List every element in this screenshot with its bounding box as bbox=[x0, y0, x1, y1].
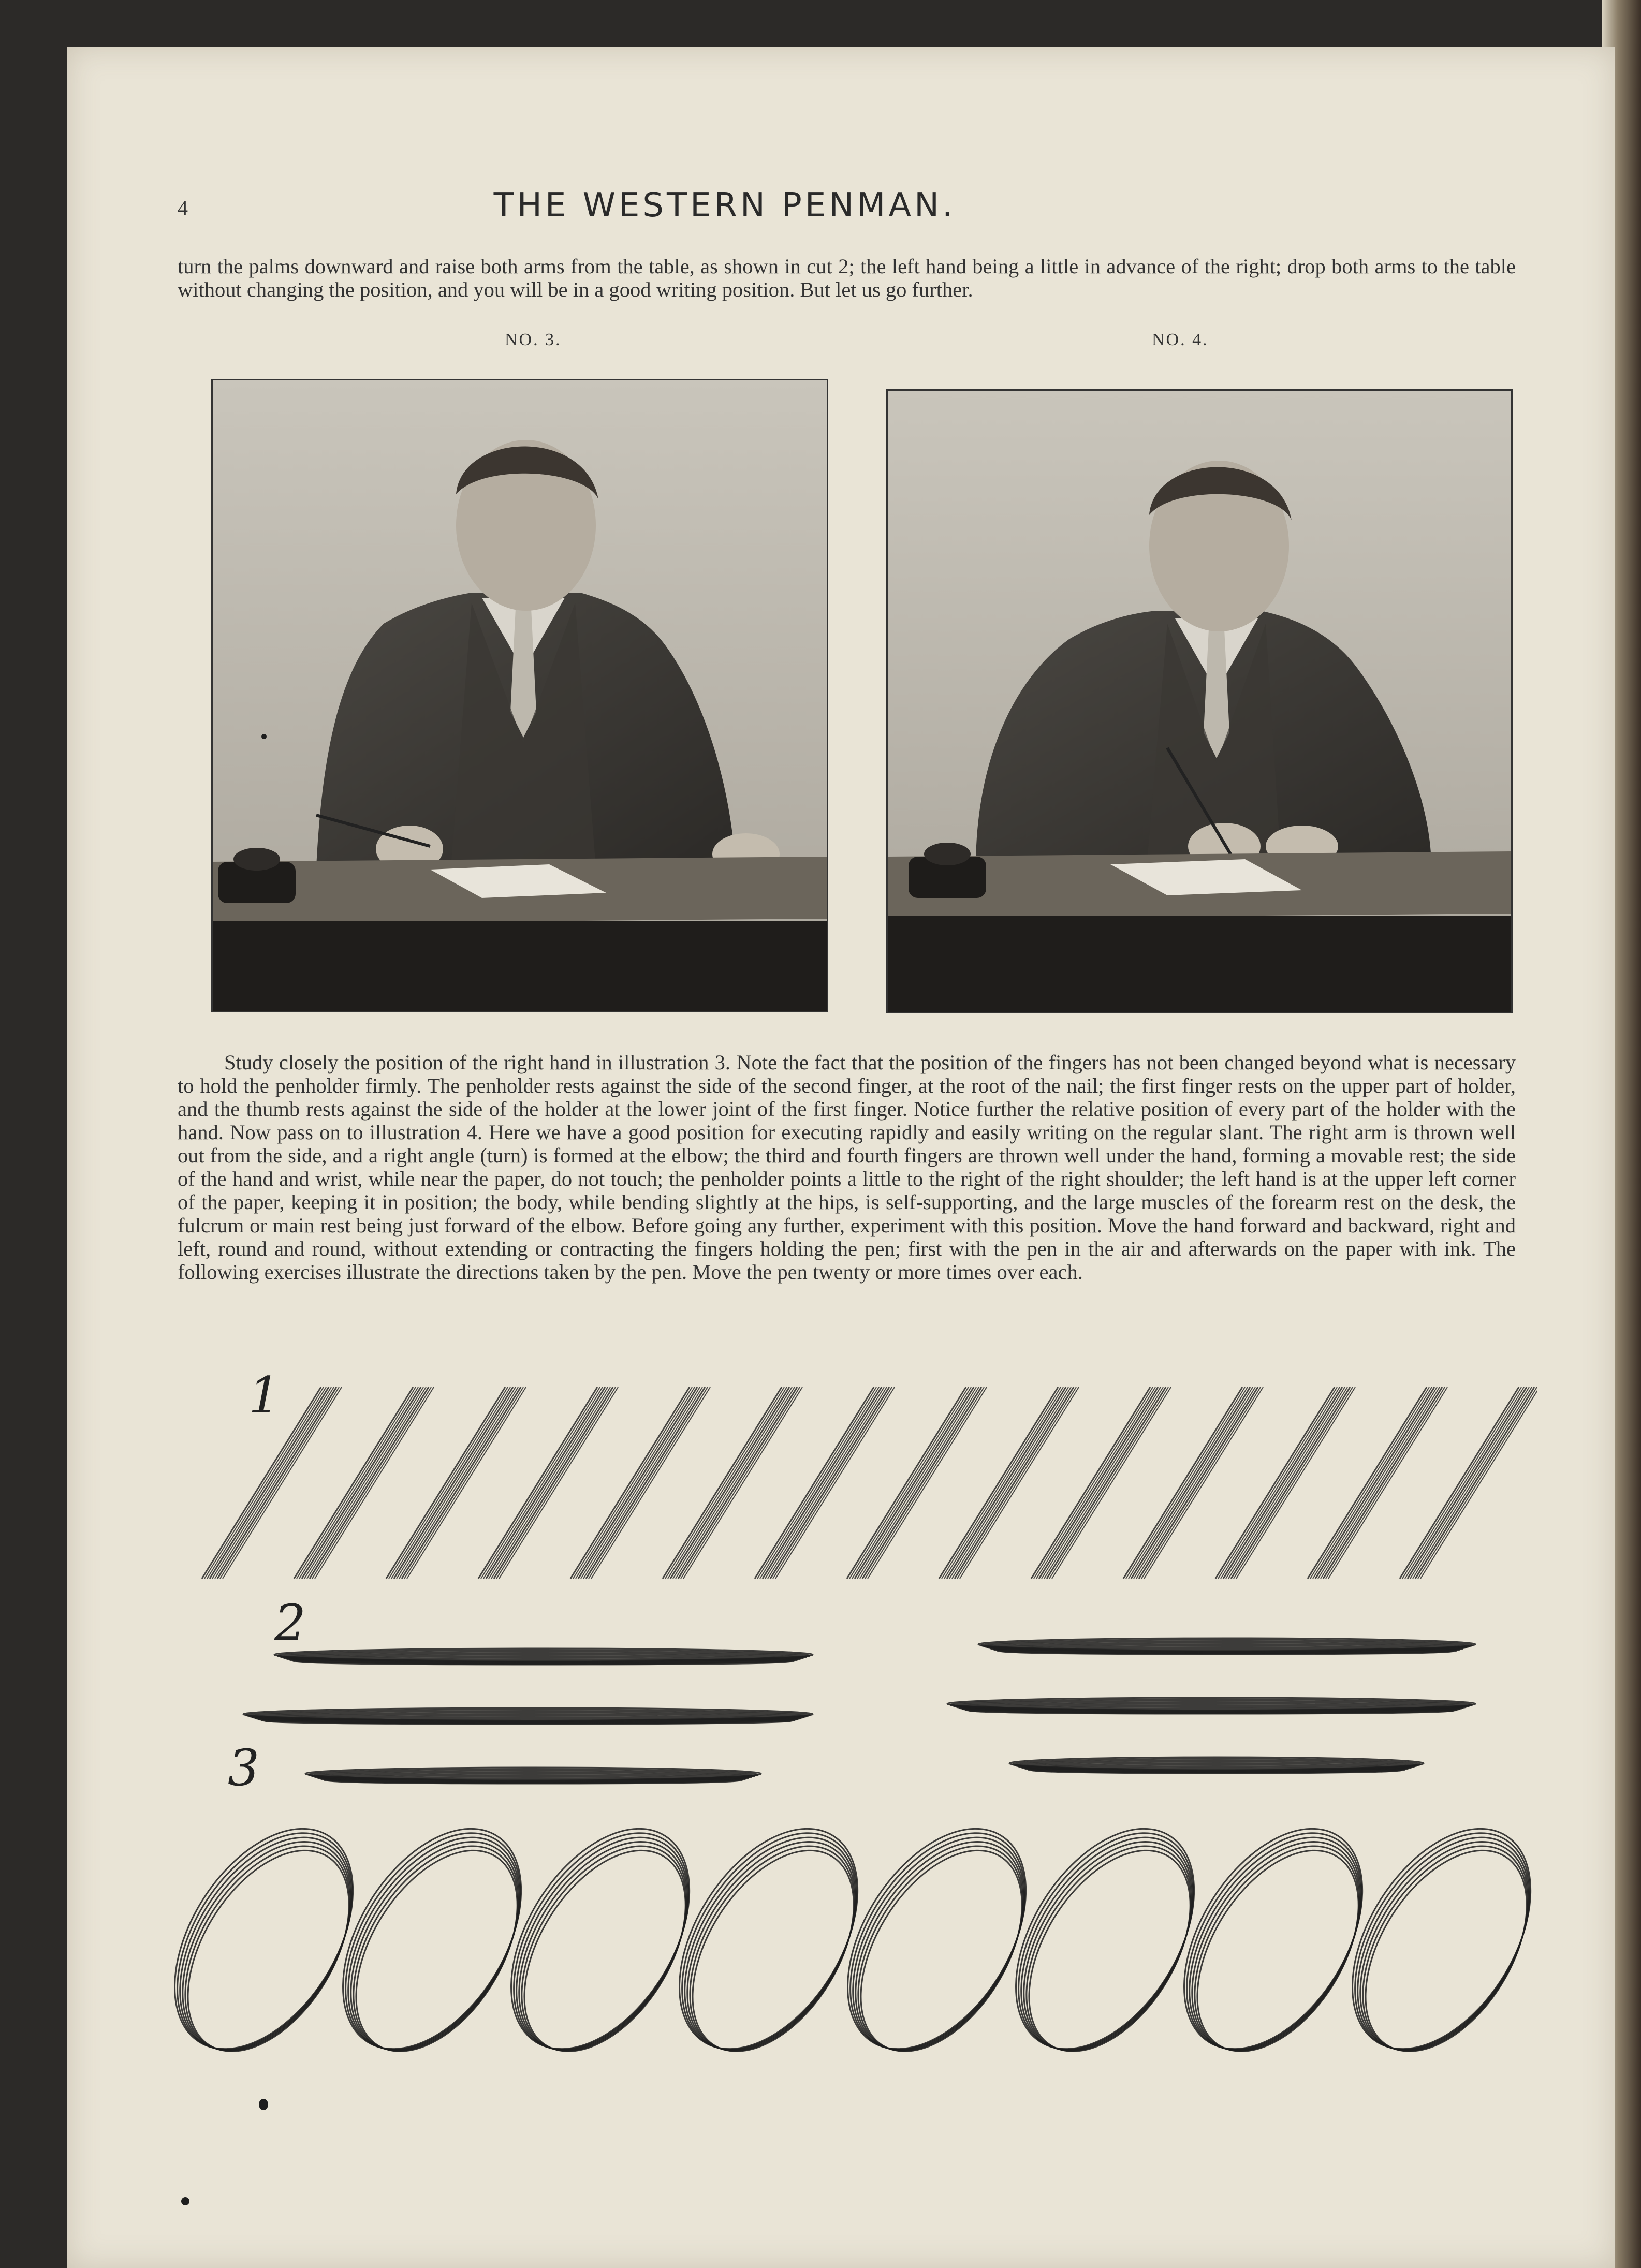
exercise-drawings bbox=[171, 1366, 1537, 2101]
photo-figure-3 bbox=[211, 379, 828, 1012]
exercise-3-oval bbox=[171, 1798, 390, 2081]
exercise-3-number: 3 bbox=[228, 1739, 260, 1797]
exercise-1-stroke-bundle bbox=[939, 1387, 1079, 1579]
exercise-1-stroke-bundle bbox=[847, 1387, 987, 1579]
exercise-2-stroke bbox=[1009, 1757, 1424, 1773]
page-number: 4 bbox=[178, 196, 188, 219]
exercise-1-stroke-bundle bbox=[1308, 1387, 1447, 1579]
exercise-1-stroke-bundle bbox=[570, 1387, 710, 1579]
exercise-1-number: 1 bbox=[248, 1366, 281, 1424]
intro-paragraph: turn the palms downward and raise both arms from the table, as shown in cut 2; the left hand being a little in advance of the right; drop both arms to the table without changing the position, and you will be in a good writing position. But let us go further. bbox=[178, 255, 1516, 301]
running-head: THE WESTERN PENMAN. bbox=[493, 186, 956, 225]
exercise-2-stroke bbox=[947, 1698, 1475, 1714]
exercise-1-stroke-bundle bbox=[755, 1387, 895, 1579]
body-paragraph: Study closely the position of the right hand in illustration 3. Note the fact that the position of the fingers has not been changed beyond what is necessary to hold the penholder firmly. The penholder rests against the side of the second finger, at the root of the nail; the first finger rests on the upper part of holder, and the thumb rests against the side of the holder at the lower joint of the first finger. Notice further the relative position of every part of the holder with the hand. Now pass on to illustration 4. Here we have a good position for executing rapidly and easily writing on the regular slant. The right arm is thrown well out from the side, and a right angle (turn) is formed at the elbow; the third and fourth fingers are thrown well under the hand, forming a movable rest; the side of the hand and wrist, while near the paper, do not touch; the penholder points a little to the right of the right shoulder; the left hand is at the upper left corner of the paper, keeping it in position; the body, while bending slightly at the hips, is self-supporting, and the large muscles of the forearm rest on the desk, the fulcrum or main rest being just forward of the elbow. Before going any further, experiment with this position. Move the hand forward and backward, right and left, round and round, without extending or contracting the fingers holding the pen; first with the pen in the air and afterwards on the paper with ink. The following exercises illustrate the directions taken by the pen. Move the pen twenty or more times over each. bbox=[178, 1051, 1516, 1284]
exercise-2-stroke bbox=[243, 1708, 813, 1724]
exercise-1-stroke-bundle bbox=[386, 1387, 526, 1579]
exercise-2-stroke bbox=[305, 1768, 761, 1784]
ink-blot bbox=[181, 2197, 189, 2205]
photo-figure-4 bbox=[886, 389, 1513, 1013]
exercise-1-stroke-bundle bbox=[663, 1387, 802, 1579]
figure-4-label: NO. 4. bbox=[1152, 330, 1209, 349]
exercise-2-number: 2 bbox=[274, 1594, 306, 1652]
exercise-1-stroke-bundle bbox=[294, 1387, 434, 1579]
exercise-1-stroke-bundle bbox=[1400, 1387, 1537, 1579]
exercise-2-stroke bbox=[274, 1648, 813, 1665]
figure-3-label: NO. 3. bbox=[505, 330, 562, 349]
ink-blot bbox=[259, 2099, 268, 2110]
exercise-3-oval bbox=[1315, 1798, 1537, 2081]
print-speck bbox=[261, 734, 267, 739]
exercise-2-stroke bbox=[978, 1638, 1475, 1654]
exercise-1-stroke-bundle bbox=[478, 1387, 618, 1579]
exercise-1-stroke-bundle bbox=[1031, 1387, 1171, 1579]
exercise-1-stroke-bundle bbox=[1215, 1387, 1355, 1579]
exercise-plate bbox=[171, 1366, 1537, 2101]
exercise-1-stroke-bundle bbox=[1123, 1387, 1263, 1579]
